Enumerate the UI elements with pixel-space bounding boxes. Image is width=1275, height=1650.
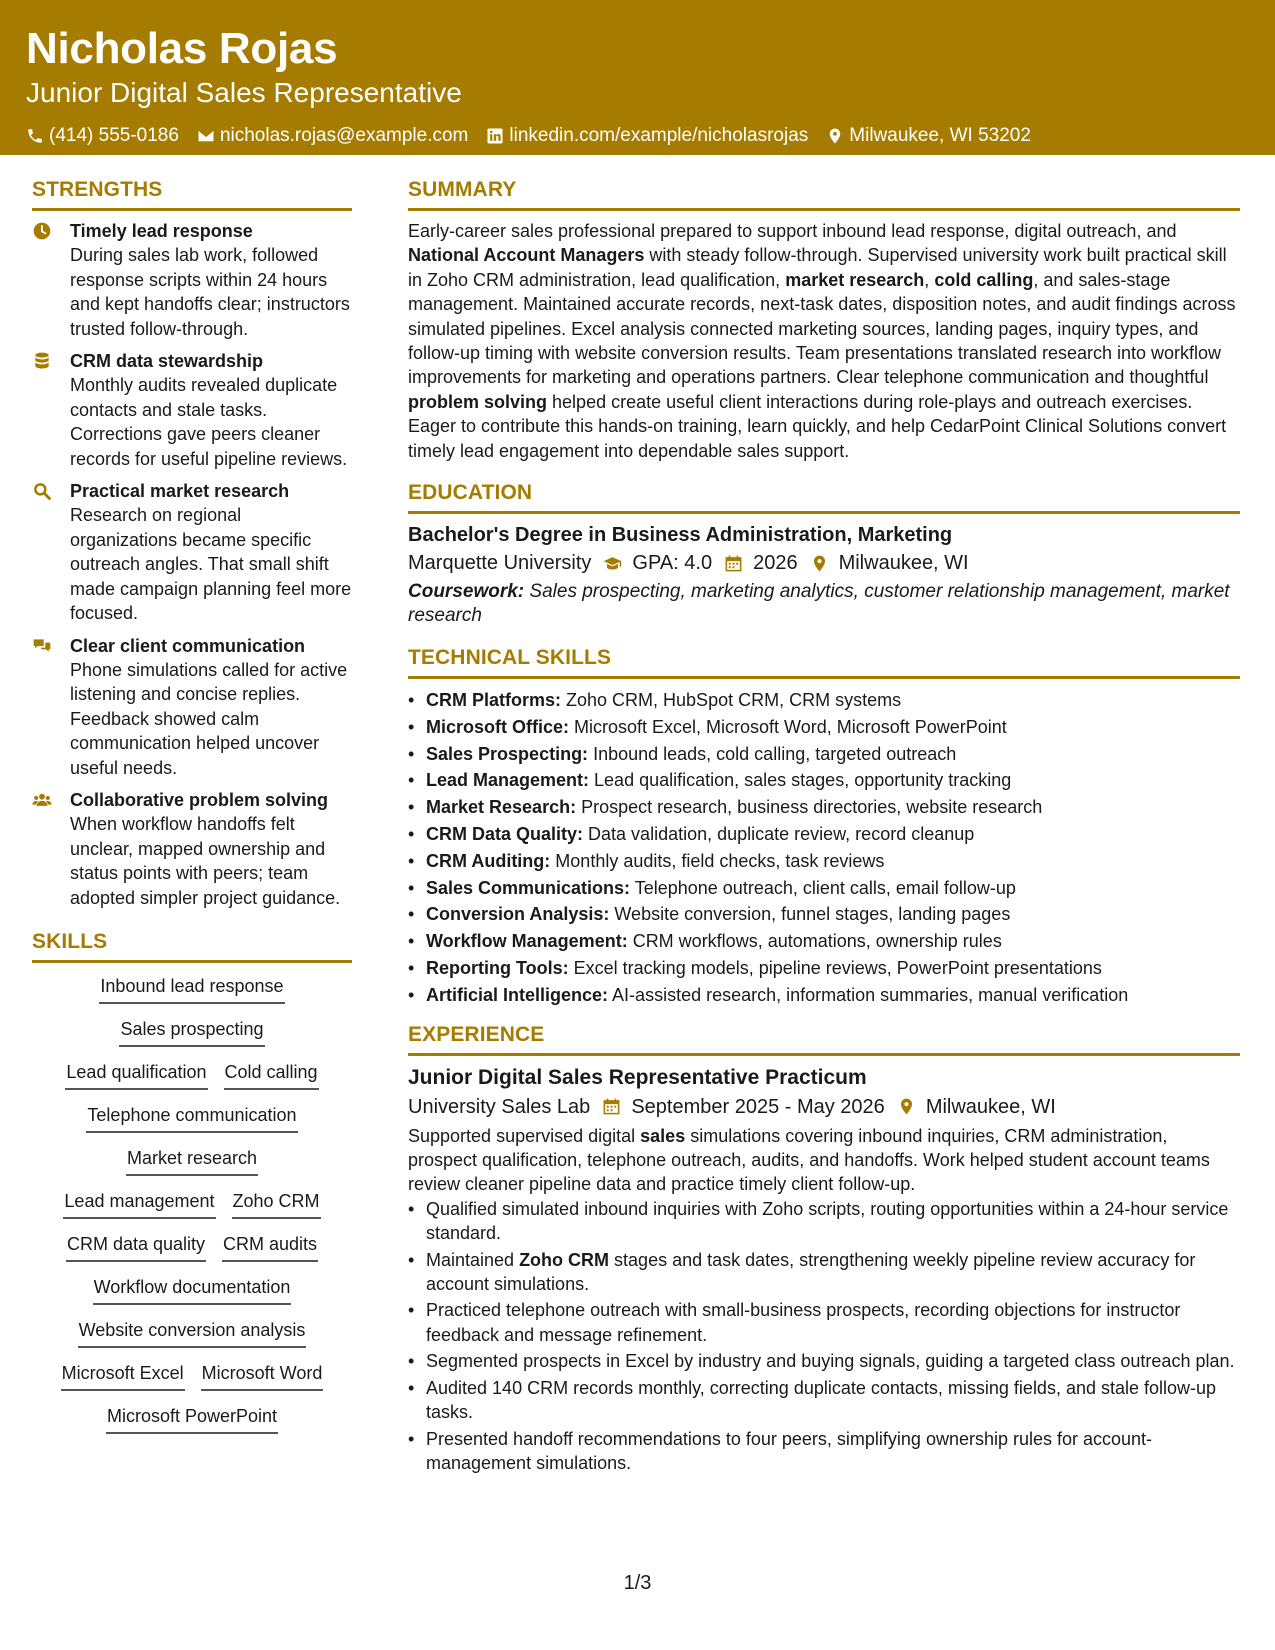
text-run: Early-career sales professional prepared to support inbound lead response, digital outreach, and [408, 221, 1177, 241]
users-icon [32, 790, 52, 810]
contact-linkedin[interactable] [486, 124, 808, 148]
clock-icon [32, 221, 52, 241]
skill-row [32, 973, 352, 1004]
contact-bar [26, 124, 1249, 148]
technical-skill-values: Monthly audits, field checks, task reviews [550, 850, 885, 871]
technical-skill-item [408, 794, 1240, 821]
strength-heading: Timely lead response [70, 221, 253, 241]
technical-skill-item [408, 687, 1240, 714]
resume-header [0, 0, 1275, 155]
skill-tag: Microsoft Word [201, 1360, 324, 1391]
skill-tag: Telephone communication [86, 1102, 297, 1133]
experience-meta [408, 1092, 1240, 1122]
strength-item [32, 634, 352, 781]
skill-tag: Microsoft Excel [61, 1360, 185, 1391]
education-heading: EDUCATION [408, 479, 1240, 514]
technical-skill-label: Market Research: [426, 797, 577, 818]
technical-skill-values: Data validation, duplicate review, record cleanup [583, 824, 975, 845]
text-run: Presented handoff recommendations to four peers, simplifying ownership rules for account-management simulations. [426, 1428, 1153, 1473]
map-pin-icon [826, 127, 844, 145]
experience-bullet [408, 1427, 1240, 1476]
strength-text: When workflow handoffs felt unclear, mapped ownership and status points with peers; team adopted simpler project guidance. [70, 814, 341, 908]
skill-row [32, 1059, 352, 1090]
strength-heading: Collaborative problem solving [70, 790, 329, 810]
technical-skill-item [408, 821, 1240, 848]
skill-row [32, 1231, 352, 1262]
summary-text [408, 219, 1240, 463]
school-name: Marquette University [408, 552, 592, 575]
experience-bullet [408, 1197, 1240, 1246]
skill-row [32, 1145, 352, 1176]
bold-phrase: Zoho CRM [519, 1249, 610, 1270]
text-run: simulations covering inbound inquiries, CRM administration, prospect qualification, telephone outreach, audits, and handoffs. Work helped student account teams review cleaner pipeline data and practice timely client follow-up. [408, 1125, 1210, 1195]
magnifier-icon [32, 481, 52, 501]
technical-skill-label: CRM Data Quality: [426, 824, 584, 845]
skill-tag: Lead qualification [65, 1059, 207, 1090]
experience-role: Junior Digital Sales Representative Practicum [408, 1065, 867, 1089]
experience-dates: September 2025 - May 2026 [631, 1095, 885, 1118]
map-pin-icon [810, 554, 829, 573]
strengths-heading: STRENGTHS [32, 176, 352, 211]
contact-email[interactable] [197, 124, 468, 148]
skill-tag: CRM data quality [66, 1231, 206, 1262]
skill-row [32, 1102, 352, 1133]
technical-skills-heading: TECHNICAL SKILLS [408, 644, 1240, 679]
technical-skill-label: Sales Prospecting: [426, 743, 589, 764]
strength-item [32, 788, 352, 910]
skill-tag: Sales prospecting [119, 1016, 264, 1047]
text-run: , [924, 269, 935, 290]
technical-skill-values: Excel tracking models, pipeline reviews, PowerPoint presentations [568, 958, 1102, 979]
experience-bullet [408, 1349, 1240, 1373]
skill-row [32, 1188, 352, 1219]
skill-tag: Cold calling [224, 1059, 319, 1090]
text-run: Audited 140 CRM records monthly, correcting duplicate contacts, missing fields, and stale follow-up tasks. [426, 1377, 1217, 1423]
experience-org: University Sales Lab [408, 1095, 591, 1118]
technical-skill-values: Prospect research, business directories, website research [576, 797, 1043, 818]
technical-skill-values: Lead qualification, sales stages, opportunity tracking [589, 770, 1012, 791]
strength-text: Phone simulations called for active listening and concise replies. Feedback showed calm communication helped uncover useful needs. [70, 659, 348, 778]
skill-tag: Zoho CRM [232, 1188, 321, 1219]
technical-skill-label: Reporting Tools: [426, 958, 569, 979]
text-run: Supported supervised digital [408, 1125, 641, 1146]
page-number: 1/3 [623, 1572, 652, 1594]
envelope-icon [197, 127, 215, 145]
text-run: , and sales-stage management. Maintained accurate records, next-task dates, disposition notes, and audit findings across simulated pipelines. Excel analysis connected marketing sources, landing pages, inquiry types, and follow-up timing with website conversion results. Team presentations translated research into workflow improvements for marketing and operations partners. Clear telephone communication and thoughtful [408, 269, 1236, 388]
strength-text: During sales lab work, followed response scripts within 24 hours and kept handoffs clear; instructors trusted follow-through. [70, 245, 350, 339]
skill-row [32, 1360, 352, 1391]
strength-heading: CRM data stewardship [70, 351, 264, 371]
text-run: Maintained [426, 1249, 520, 1270]
technical-skill-values: Inbound leads, cold calling, targeted outreach [588, 743, 957, 764]
strength-item [32, 219, 352, 341]
experience-bullet [408, 1376, 1240, 1425]
skill-row [32, 1016, 352, 1047]
left-column [32, 176, 352, 1446]
technical-skill-label: Workflow Management: [426, 931, 628, 952]
strength-heading: Practical market research [70, 481, 290, 501]
text-run: Qualified simulated inbound inquiries with Zoho scripts, routing opportunities within a 24-hour service standard. [426, 1198, 1229, 1244]
gpa: GPA: 4.0 [632, 552, 713, 575]
technical-skills-list [408, 687, 1240, 1009]
technical-skill-item [408, 982, 1240, 1009]
skill-row [32, 1317, 352, 1348]
contact-email-text: nicholas.rojas@example.com [219, 125, 469, 146]
bold-phrase: problem solving [408, 391, 548, 412]
coursework-list: Sales prospecting, marketing analytics, customer relationship management, market research [408, 581, 1230, 627]
contact-phone[interactable] [26, 124, 179, 148]
graduation-cap-icon [603, 554, 622, 573]
technical-skill-values: Telephone outreach, client calls, email follow-up [630, 877, 1016, 898]
bold-phrase: sales [640, 1125, 686, 1146]
experience-bullet [408, 1248, 1240, 1297]
text-run: helped create useful client interactions during role-plays and outreach exercises. Eager to contribute this hands-on training, learn quickly, and help CedarPoint Clinical Solutions convert timely lead engagement into dependable sales support. [408, 391, 1227, 461]
technical-skill-values: Zoho CRM, HubSpot CRM, CRM systems [561, 690, 902, 711]
technical-skill-item [408, 714, 1240, 741]
technical-skill-item [408, 767, 1240, 794]
text-run: Practiced telephone outreach with small-business prospects, recording objections for instructor feedback and message refinement. [426, 1300, 1181, 1345]
coursework [408, 580, 1240, 628]
education-meta [408, 548, 1240, 578]
skill-tag: Market research [126, 1145, 258, 1176]
skill-tag: Lead management [63, 1188, 215, 1219]
technical-skill-values: Microsoft Excel, Microsoft Word, Microsoft PowerPoint [569, 716, 1007, 737]
contact-phone-text: (414) 555-0186 [49, 125, 179, 146]
skill-row [32, 1403, 352, 1434]
technical-skill-values: CRM workflows, automations, ownership rules [627, 931, 1002, 952]
skill-tag: Website conversion analysis [78, 1317, 307, 1348]
technical-skill-label: Artificial Intelligence: [426, 984, 609, 1005]
experience-bullets [408, 1197, 1240, 1475]
experience-bullet [408, 1298, 1240, 1347]
database-icon [32, 351, 52, 371]
strength-text: Research on regional organizations became specific outreach angles. That small shift made campaign planning feel more focused. [70, 505, 352, 623]
skill-tag: Workflow documentation [93, 1274, 292, 1305]
coursework-label: Coursework: [408, 581, 525, 603]
experience-location: Milwaukee, WI [925, 1095, 1056, 1118]
technical-skill-values: Website conversion, funnel stages, landing pages [609, 904, 1011, 925]
right-column [408, 176, 1240, 1477]
contact-location-text: Milwaukee, WI 53202 [849, 125, 1031, 146]
technical-skill-item [408, 848, 1240, 875]
linkedin-icon [486, 127, 504, 145]
text-run: stages and task dates, strengthening weekly pipeline review accuracy for account simulations. [426, 1249, 1196, 1295]
text-run: with steady follow-through. Supervised university work built practical skill in Zoho CRM administration, lead qualification, [408, 245, 1227, 290]
bold-phrase: market research [785, 269, 925, 290]
strength-item [32, 479, 352, 626]
bold-phrase: cold calling [934, 269, 1034, 290]
graduation-year: 2026 [753, 552, 798, 575]
technical-skill-label: CRM Auditing: [426, 850, 551, 871]
calendar-icon [602, 1097, 621, 1116]
skills-cloud [32, 973, 352, 1434]
strength-item [32, 349, 352, 471]
text-run: Segmented prospects in Excel by industry and buying signals, guiding a targeted class outreach plan. [426, 1351, 1235, 1372]
skill-row [32, 1274, 352, 1305]
technical-skill-item [408, 875, 1240, 902]
experience-intro [408, 1124, 1240, 1197]
candidate-title: Junior Digital Sales Representative [26, 77, 462, 108]
technical-skill-label: Microsoft Office: [426, 716, 570, 737]
technical-skill-label: Conversion Analysis: [426, 904, 610, 925]
contact-linkedin-text: linkedin.com/example/nicholasrojas [509, 125, 809, 146]
degree-title: Bachelor's Degree in Business Administration, Marketing [408, 524, 953, 547]
experience-heading: EXPERIENCE [408, 1021, 1240, 1056]
skill-tag: CRM audits [222, 1231, 318, 1262]
strength-text: Monthly audits revealed duplicate contacts and stale tasks. Corrections gave peers cleaner records for useful pipeline reviews. [70, 375, 348, 469]
skill-tag: Inbound lead response [99, 973, 284, 1004]
technical-skill-label: Sales Communications: [426, 877, 631, 898]
technical-skill-item [408, 955, 1240, 982]
bold-phrase: National Account Managers [408, 245, 645, 266]
technical-skill-values: AI-assisted research, information summaries, manual verification [608, 984, 1129, 1005]
calendar-icon [724, 554, 743, 573]
skills-heading: SKILLS [32, 928, 352, 963]
chat-bubbles-icon [32, 636, 52, 656]
technical-skill-item [408, 928, 1240, 955]
strength-heading: Clear client communication [70, 635, 306, 656]
phone-icon [26, 127, 44, 145]
skill-tag: Microsoft PowerPoint [106, 1403, 278, 1434]
technical-skill-item [408, 741, 1240, 768]
technical-skill-label: CRM Platforms: [426, 690, 562, 711]
school-location: Milwaukee, WI [838, 552, 969, 575]
candidate-name: Nicholas Rojas [26, 24, 338, 73]
map-pin-icon [897, 1097, 916, 1116]
summary-heading: SUMMARY [408, 176, 1240, 211]
technical-skill-item [408, 901, 1240, 928]
technical-skill-label: Lead Management: [426, 770, 590, 791]
contact-location [826, 124, 1031, 148]
